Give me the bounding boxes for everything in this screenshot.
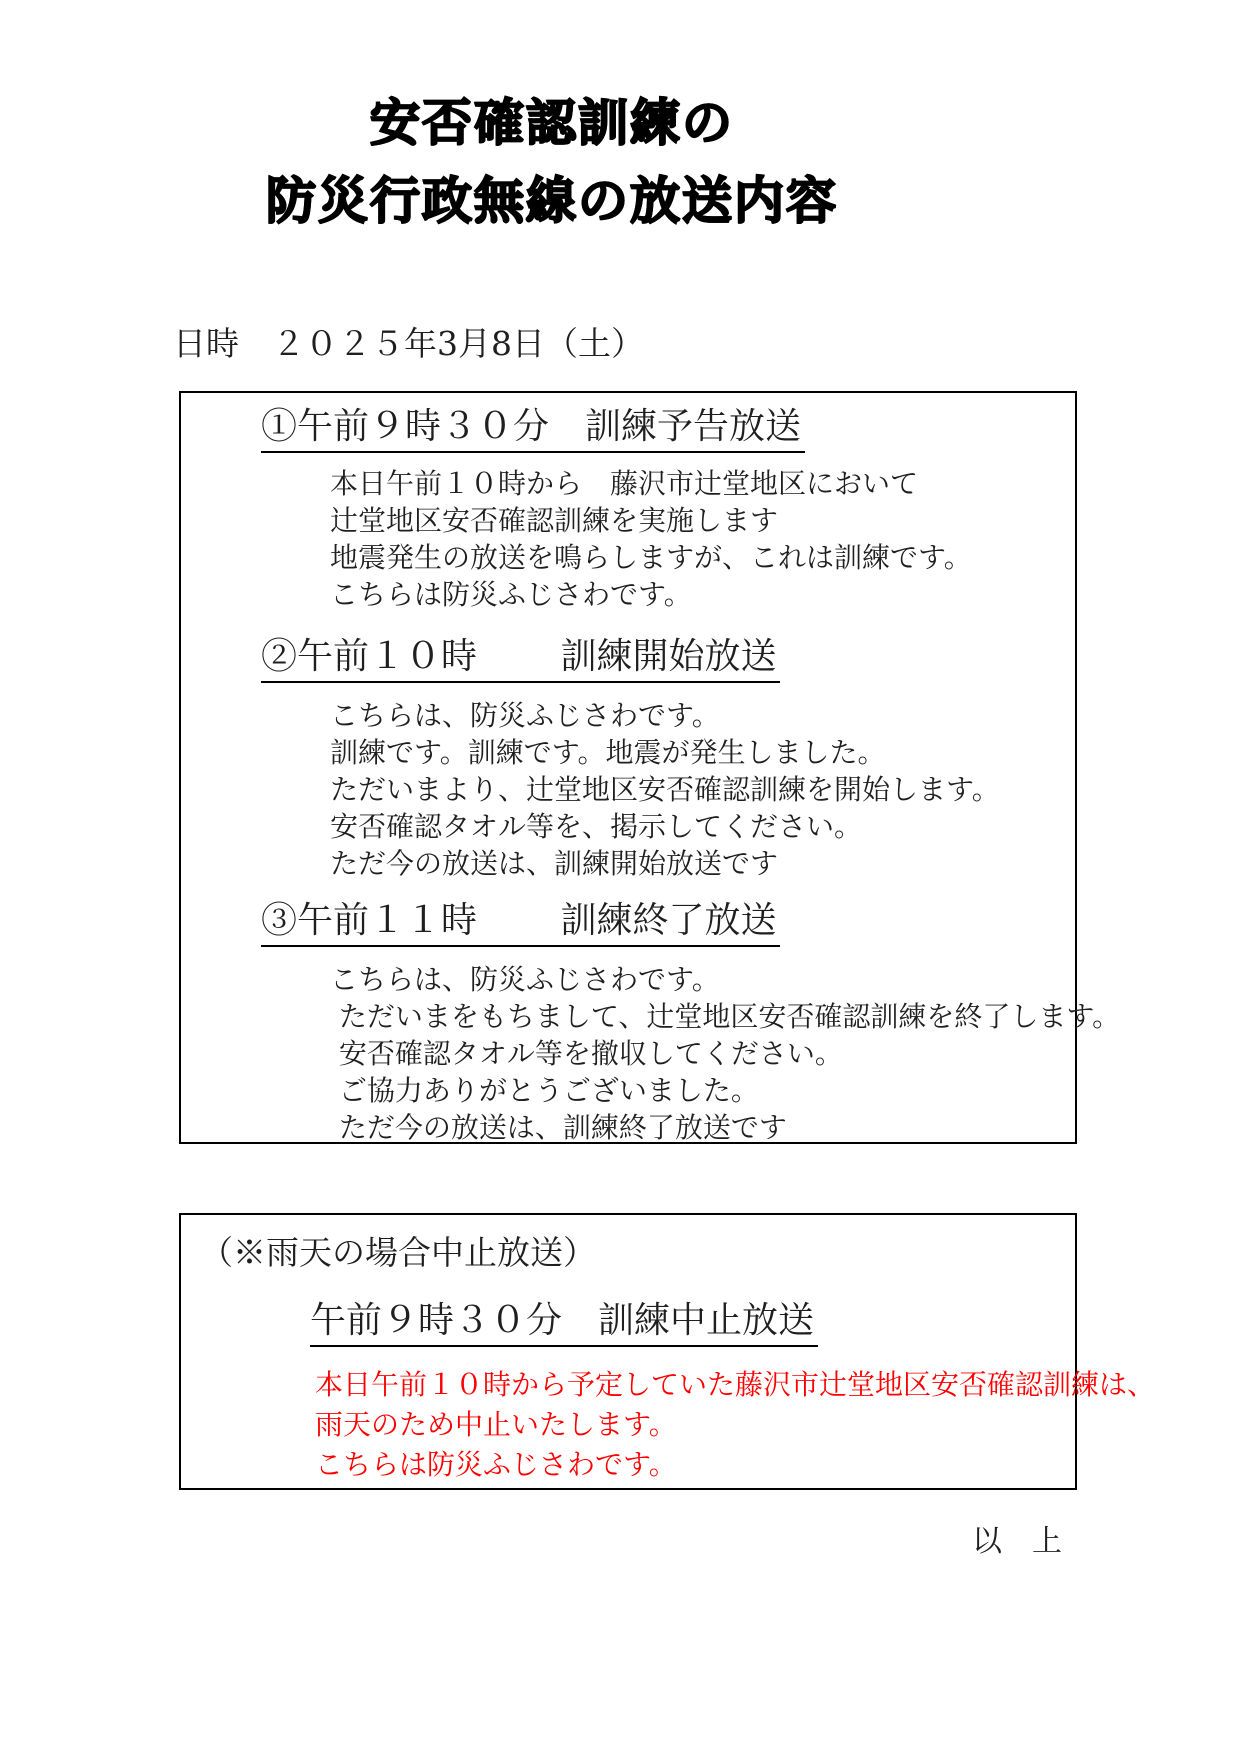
section-heading-row <box>261 635 1075 683</box>
title-line-2: 防災行政無線の放送内容 <box>266 172 838 230</box>
broadcast-line: ただいまをもちまして、辻堂地区安否確認訓練を終了します。 <box>330 1000 1121 1033</box>
section-1-heading: ①午前９時３０分 訓練予告放送 <box>261 405 805 453</box>
broadcast-line: 辻堂地区安否確認訓練を実施します <box>330 504 779 537</box>
broadcast-section-end <box>181 899 1121 1146</box>
broadcast-line: 地震発生の放送を鳴らしますが、これは訓練です。 <box>330 541 972 574</box>
cancel-line: 本日午前１０時から予定していた藤沢市辻堂地区安否確認訓練は、 <box>315 1368 1156 1401</box>
closing-text: 以 上 <box>972 1524 1062 1559</box>
section-1-body <box>330 465 1075 613</box>
rain-cancellation-note: （※雨天の場合中止放送） <box>200 1233 596 1272</box>
broadcast-line: こちらは、防災ふじさわです。 <box>330 699 720 732</box>
event-date-line: 日時 ２０２５年3月8日（土） <box>173 324 644 363</box>
title-line-1: 安否確認訓練の <box>370 94 734 152</box>
cancel-line: 雨天のため中止いたします。 <box>315 1408 677 1441</box>
section-3-body <box>330 961 1121 1146</box>
broadcast-line: ご協力ありがとうございました。 <box>330 1074 759 1107</box>
section-2-body <box>330 697 1075 882</box>
cancel-broadcast-lines <box>315 1365 1156 1485</box>
cancel-line: こちらは防災ふじさわです。 <box>315 1448 677 1481</box>
broadcast-line: 本日午前１０時から 藤沢市辻堂地区において <box>330 467 919 500</box>
broadcast-line: 訓練です。訓練です。地震が発生しました。 <box>330 736 886 769</box>
section-2-heading: ②午前１０時 訓練開始放送 <box>261 635 780 683</box>
broadcast-section-preannounce <box>181 405 1075 613</box>
cancel-heading-row <box>310 1299 1075 1347</box>
broadcast-line: ただいまより、辻堂地区安否確認訓練を開始します。 <box>330 773 1000 806</box>
section-heading-row <box>261 899 1075 947</box>
document-title <box>0 84 1104 240</box>
broadcast-line: こちらは防災ふじさわです。 <box>330 578 692 611</box>
broadcast-line: 安否確認タオル等を、掲示してください。 <box>330 810 863 843</box>
broadcast-line: こちらは、防災ふじさわです。 <box>330 963 720 996</box>
broadcast-line: ただ今の放送は、訓練開始放送です <box>330 847 779 880</box>
broadcast-section-start <box>181 635 1075 882</box>
broadcast-schedule-box <box>179 391 1121 1144</box>
rain-cancellation-box <box>179 1213 1156 1490</box>
section-heading-row <box>261 405 1075 453</box>
section-3-heading: ③午前１１時 訓練終了放送 <box>261 899 780 947</box>
broadcast-line: 安否確認タオル等を撤収してください。 <box>330 1037 843 1070</box>
broadcast-line: ただ今の放送は、訓練終了放送です <box>330 1111 787 1144</box>
cancel-heading: 午前９時３０分 訓練中止放送 <box>310 1299 818 1347</box>
